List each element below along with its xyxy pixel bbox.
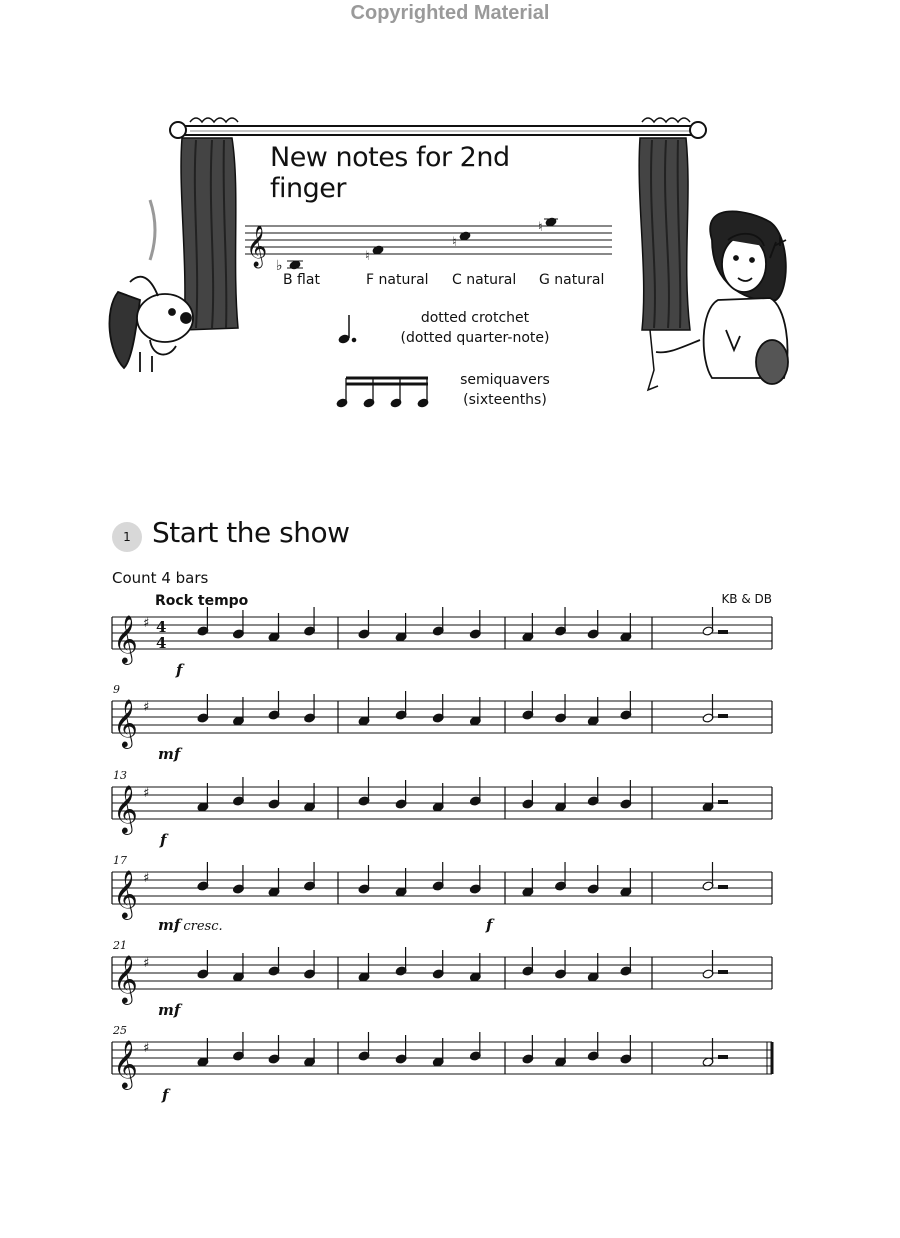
svg-text:♮: ♮	[452, 235, 457, 250]
crescendo-marking: cresc.	[183, 919, 223, 934]
semiquavers-legend	[440, 370, 570, 410]
bar-number: 13	[113, 769, 127, 782]
banner-title: New notes for 2nd finger	[270, 142, 510, 204]
note-label-b-flat: B flat	[283, 272, 320, 288]
new-notes-staff	[245, 217, 612, 274]
note-label-g-natural: G natural	[539, 272, 605, 288]
half-rest	[718, 800, 728, 804]
dotted-crotchet-label: dotted crotchet	[420, 310, 530, 326]
score-systems	[112, 607, 772, 1090]
key-signature-sharp: ♯	[143, 871, 150, 886]
right-curtain	[639, 118, 690, 390]
curtain-rod	[170, 122, 706, 138]
key-signature-sharp: ♯	[143, 1041, 150, 1056]
svg-text:♮: ♮	[538, 220, 543, 235]
dotted-crotchet-legend	[390, 308, 560, 348]
dynamic-symbol: f	[162, 1086, 169, 1104]
dog-illustration	[109, 277, 193, 372]
dynamic-symbol: mf	[158, 745, 181, 763]
dotted-quarter-note-label: (dotted quarter-note)	[400, 330, 550, 346]
treble-clef: 𝄞	[113, 614, 138, 663]
half-rest	[718, 714, 728, 718]
half-rest	[718, 885, 728, 889]
treble-clef: 𝄞	[113, 869, 138, 918]
semiquavers-label: semiquavers	[460, 372, 550, 388]
svg-text:♮: ♮	[365, 249, 370, 264]
bar-number: 21	[113, 939, 127, 952]
bar-number: 25	[113, 1024, 127, 1037]
key-signature-sharp: ♯	[143, 616, 150, 631]
dynamic-marking	[158, 1001, 180, 1019]
dynamic-symbol: mf	[158, 916, 181, 934]
treble-clef: 𝄞	[113, 698, 138, 747]
treble-clef: 𝄞	[113, 1039, 138, 1088]
svg-text:𝄞: 𝄞	[246, 226, 268, 267]
dynamic-marking	[158, 916, 223, 934]
note-label-f-natural: F natural	[366, 272, 429, 288]
time-signature-bottom: 4	[156, 634, 167, 652]
treble-clef: 𝄞	[113, 954, 138, 1003]
key-signature-sharp: ♯	[143, 786, 150, 801]
svg-text:♭: ♭	[276, 258, 283, 274]
dynamic-marking	[162, 1086, 168, 1104]
copyright-watermark: Copyrighted Material	[350, 2, 550, 24]
semiquavers-symbol	[336, 378, 429, 408]
time-signature-top: 4	[156, 618, 167, 636]
half-rest	[718, 630, 728, 634]
dotted-crotchet-symbol	[338, 315, 356, 344]
half-rest	[718, 970, 728, 974]
key-signature-sharp: ♯	[143, 956, 150, 971]
key-signature-sharp: ♯	[143, 700, 150, 715]
bar-number: 17	[113, 854, 127, 867]
tempo-marking: Rock tempo	[155, 593, 249, 609]
dynamic-marking	[160, 831, 166, 849]
count-instruction: Count 4 bars	[112, 569, 209, 587]
dynamic-symbol: f	[176, 661, 183, 679]
dynamic-symbol: f	[160, 831, 167, 849]
note-label-c-natural: C natural	[452, 272, 517, 288]
dynamic-symbol: mf	[158, 1001, 181, 1019]
piece-title: Start the show	[152, 516, 350, 549]
composer-credit: KB & DB	[721, 592, 772, 606]
bar-number: 9	[113, 683, 120, 696]
dynamic-marking	[158, 745, 180, 763]
dynamic-marking-second: f	[486, 916, 493, 934]
sixteenths-label: (sixteenths)	[463, 392, 547, 408]
dynamic-marking	[176, 661, 182, 679]
piece-number-badge: 1	[112, 522, 142, 552]
half-rest	[718, 1055, 728, 1059]
treble-clef: 𝄞	[113, 784, 138, 833]
